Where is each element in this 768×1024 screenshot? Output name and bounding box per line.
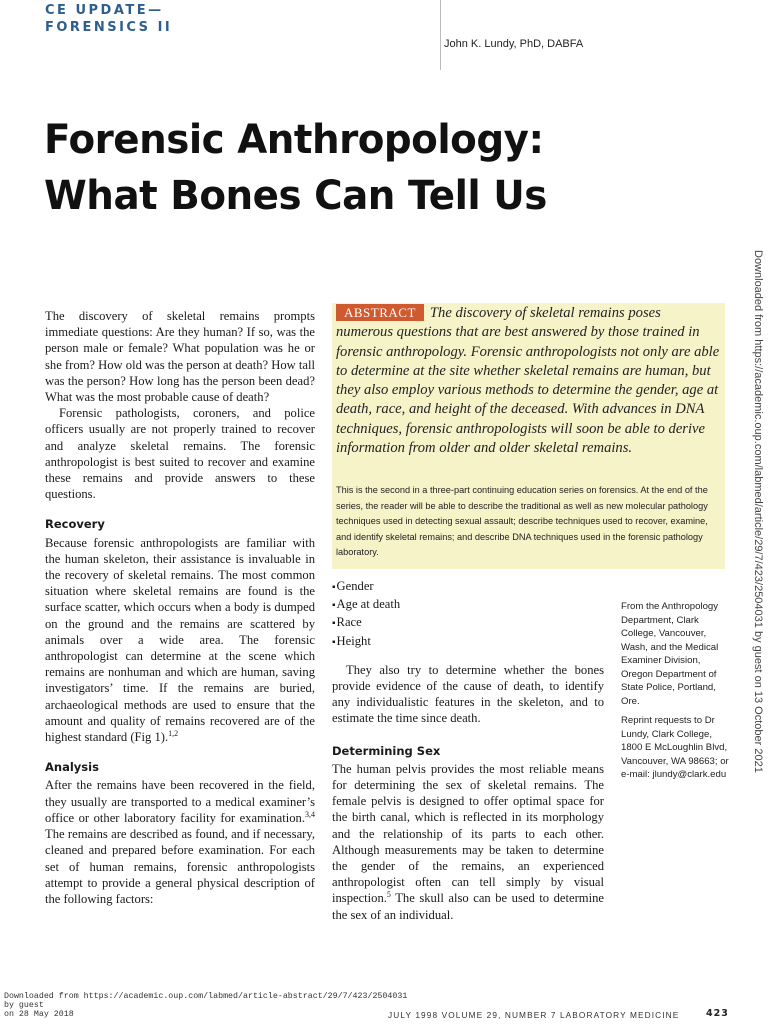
journal-footer: JULY 1998 VOLUME 29, NUMBER 7 LABORATORY MEDICINE (388, 1010, 680, 1020)
abstract-label: ABSTRACT (336, 304, 424, 321)
determining-sex-paragraph (332, 761, 604, 923)
abstract-text: The discovery of skeletal remains poses numerous questions that are best answered by those trained in forensic anthropology. Forensic anthropologists not only are able to determine at the site whether skeletal remains are human, but they also employ various methods to determine the gender, age at death, race, and height of the deceased. With advances in DNA techniques, forensic anthropologists will soon be able to derive information from older and older skeletal remains. (336, 305, 720, 457)
intro-paragraph-2: Forensic pathologists, coroners, and police officers usually are not properly trained to recover and analyze skeletal remains. The forensic anthropologist is best suited to recover and examine these remains and provide answers to these questions. (45, 406, 315, 502)
author-byline: John K. Lundy, PhD, DABFA (444, 38, 584, 50)
abstract-text-block (336, 304, 721, 458)
factors-list (332, 578, 604, 651)
factor-item: ▪ Race (332, 614, 604, 632)
reprint-requests: Reprint requests to Dr Lundy, Clark College, 1800 E McLoughlin Blvd, Vancouver, WA 98663; or e-mail: jlundy@clark.edu (621, 715, 729, 780)
recovery-paragraph (45, 535, 315, 746)
recovery-citation: 1,2 (168, 728, 179, 738)
analysis-paragraph (45, 777, 315, 907)
analysis-text-b: The remains are described as found, and if necessary, cleaned and prepared before examination. For each set of human remains, forensic anthropologists attempt to provide a general physical description of the following factors: (45, 827, 315, 906)
footer-dl-line-3: on 28 May 2018 (4, 1010, 74, 1019)
factor-item: ▪ Gender (332, 578, 604, 596)
sex-text-a: The human pelvis provides the most reliable means for determining the sex of skeletal remains. The female pelvis is designed to offer optimal space for the birth canal, which is reflected in its morphology and the relationship of its parts to each other. Although measurements may be taken to determine the gender of the remains, an experienced anthropologist often can tell simply by visual inspection. (332, 761, 604, 906)
section-tag (746, 560, 766, 790)
abstract-box (332, 303, 725, 569)
affiliation-from: From the Anthropology Department, Clark College, Vancouver, Wash, and the Medical Examiner Division, Oregon Department of State Police, Portland, Ore. (621, 601, 719, 707)
title-line-2: What Bones Can Tell Us (44, 173, 547, 219)
analysis-heading: Analysis (45, 760, 99, 775)
sex-text-b: The skull also can be used to determine the sex of an individual. (332, 891, 604, 922)
title-line-1: Forensic Anthropology: (44, 117, 544, 163)
recovery-text: Because forensic anthropologists are familiar with the human skeleton, their assistance is invaluable in the recovery of skeletal remains. The most common situation where skeletal remains are found is the surface scatter, which occurs when a body is dumped on the ground and the remains are scattered by animals over a wide area. The forensic anthropologist can determine at the scene which remains are nonhuman and which are human, saving investigators’ time. If the remains are buried, archaeological methods are used to ensure that the amount and quality of remains recovered are of the highest standard (Fig 1). (45, 535, 315, 745)
affiliation-column (621, 600, 731, 788)
column-left (45, 308, 315, 907)
series-label (45, 2, 172, 36)
download-url-vertical: Downloaded from https://academic.oup.com/labmed/article/29/7/423/2504031 by guest on 13 October 2021 (752, 250, 764, 773)
recovery-heading: Recovery (45, 517, 105, 532)
sex-citation: 5 (386, 890, 391, 900)
page-number: 423 (706, 1008, 729, 1019)
column-middle (332, 578, 604, 923)
analysis-citation: 3,4 (305, 809, 315, 819)
cause-of-death-paragraph: They also try to determine whether the bones provide evidence of the cause of death, to identify any individualistic features in the skeleton, and to estimate the time since death. (332, 662, 604, 726)
series-line-2: FORENSICS II (45, 20, 173, 35)
series-line-1: CE UPDATE— (45, 3, 164, 18)
footer-dl-line-2: by guest (4, 1001, 44, 1010)
factor-item: ▪ Age at death (332, 596, 604, 614)
header-divider (440, 0, 441, 70)
footer-dl-line-1: Downloaded from https://academic.oup.com/labmed/article-abstract/29/7/423/2504031 (4, 992, 408, 1001)
factor-item: ▪ Height (332, 633, 604, 651)
intro-paragraph-1: The discovery of skeletal remains prompts immediate questions: Are they human? If so, was the person male or female? What population was he or she from? How old was the person at death? How tall was the person? How long has the person been dead? What was the most probable cause of death? (45, 309, 315, 405)
article-title (44, 112, 645, 224)
ce-series-note: This is the second in a three-part continuing education series on forensics. At the end of the series, the reader will be able to describe the traditional as well as new molecular pathology techniques used in detecting sexual assault; describe techniques used to recover, examine, and identify skeletal remains; and describe DNA techniques used in the forensic pathology laboratory. (336, 485, 708, 557)
determining-sex-heading: Determining Sex (332, 743, 441, 758)
analysis-text-a: After the remains have been recovered in the field, they usually are transported to a medical examiner’s office or other laboratory facility for examination. (45, 778, 315, 825)
footer-download-notice (4, 992, 407, 1019)
